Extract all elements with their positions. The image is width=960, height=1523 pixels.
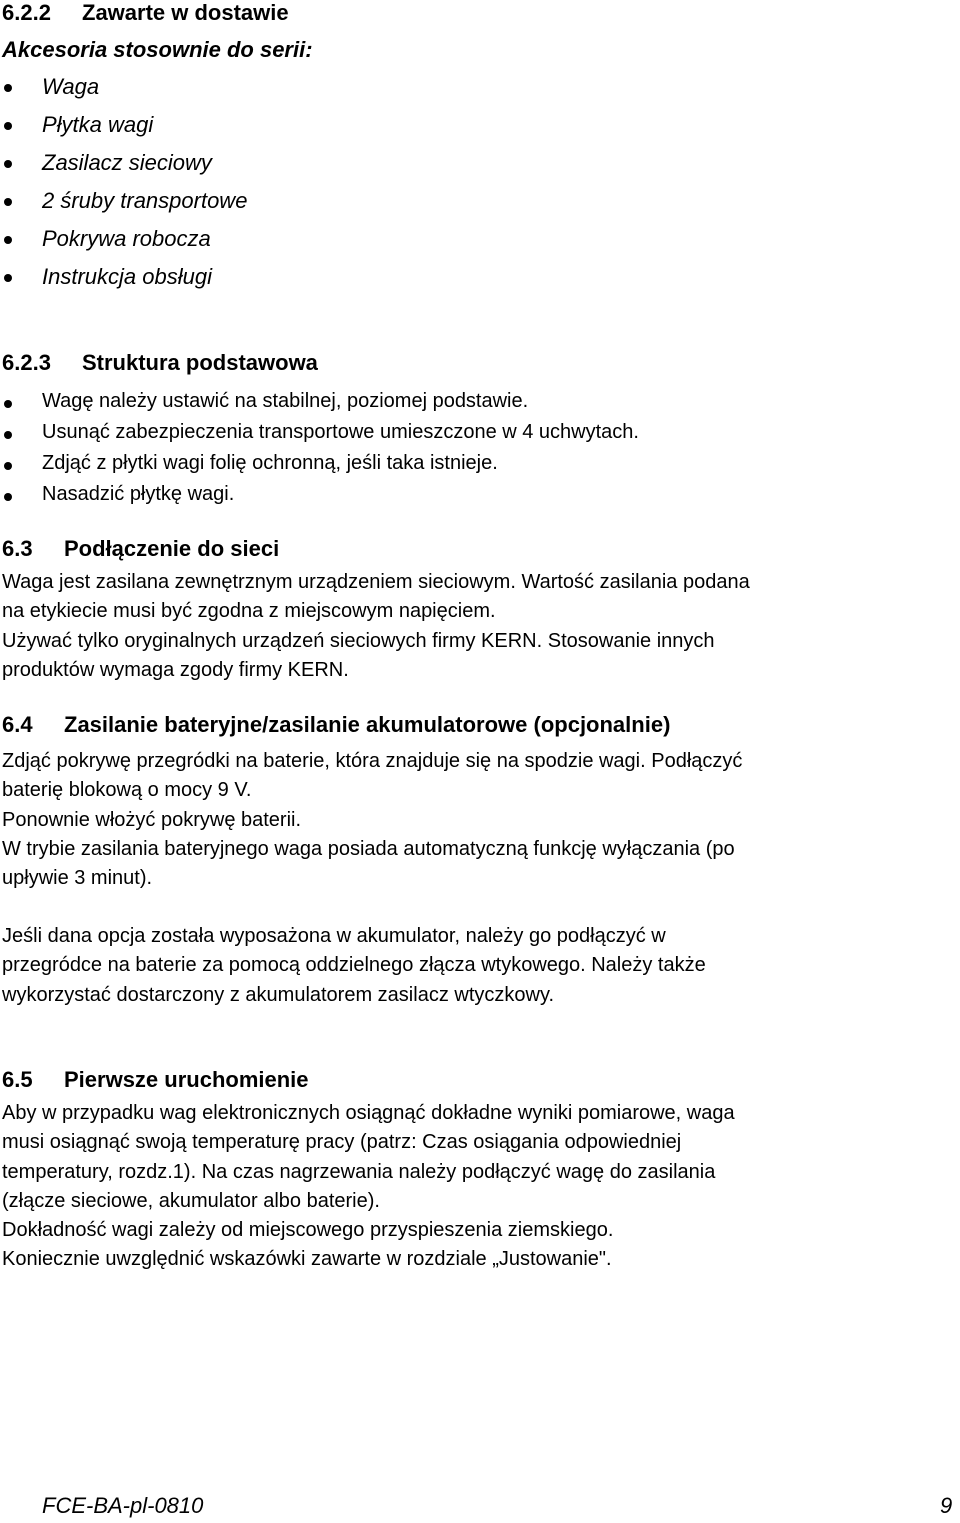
section-64-body (2, 747, 960, 893)
text-line: Waga jest zasilana zewnętrznym urządzeniem sieciowym. Wartość zasilania podana (2, 571, 750, 593)
bullet-icon (4, 493, 12, 501)
list-item: Zasilacz sieciowy (42, 150, 212, 175)
text-line: temperatury, rozdz.1). Na czas nagrzewania należy podłączyć wagę do zasilania (2, 1160, 716, 1183)
text-line: Aby w przypadku wag elektronicznych osiągnąć dokładne wyniki pomiarowe, waga (2, 1102, 735, 1124)
section-title: Pierwsze uruchomienie (64, 1067, 309, 1092)
section-63-heading (2, 536, 279, 562)
text-line: wykorzystać dostarczony z akumulatorem zasilacz wtyczkowy. (2, 983, 555, 1006)
list-item: 2 śruby transportowe (42, 188, 248, 213)
section-number: 6.4 (2, 712, 33, 737)
section-number: 6.2.2 (2, 0, 51, 25)
bullet-icon (4, 462, 12, 470)
list-item: Nasadzić płytkę wagi. (42, 483, 235, 505)
bullet-icon (4, 198, 12, 206)
text-line: produktów wymaga zgody firmy KERN. (2, 658, 349, 681)
bullet-icon (4, 400, 12, 408)
bullet-icon (4, 236, 12, 244)
list-item: Instrukcja obsługi (42, 264, 212, 289)
section-622-subtitle: Akcesoria stosownie do serii: (2, 37, 313, 62)
footer-page-number: 9 (940, 1493, 953, 1518)
section-64-heading (2, 712, 670, 738)
section-65-heading (2, 1067, 309, 1093)
list-item: Usunąć zabezpieczenia transportowe umieszczone w 4 uchwytach. (42, 421, 639, 443)
text-line: upływie 3 minut). (2, 867, 153, 890)
text-line: Jeśli dana opcja została wyposażona w akumulator, należy go podłączyć w (2, 925, 666, 947)
text-line: W trybie zasilania bateryjnego waga posiada automatyczną funkcję wyłączania (po (2, 837, 735, 860)
footer-doc-code: FCE-BA-pl-0810 (42, 1493, 204, 1518)
bullet-icon (4, 84, 12, 92)
text-line: na etykiecie musi być zgodna z miejscowym napięciem. (2, 600, 496, 623)
text-line: Koniecznie uwzględnić wskazówki zawarte w rozdziale „Justowanie". (2, 1248, 612, 1271)
section-title: Struktura podstawowa (82, 350, 318, 375)
text-line: (złącze sieciowe, akumulator albo baterie). (2, 1189, 380, 1212)
list-item: Waga (42, 74, 100, 99)
section-number: 6.3 (2, 536, 33, 561)
text-line: Używać tylko oryginalnych urządzeń sieciowych firmy KERN. Stosowanie innych (2, 629, 715, 652)
text-line: Zdjąć pokrywę przegródki na baterie, która znajduje się na spodzie wagi. Podłączyć (2, 750, 743, 772)
section-65-body (2, 1099, 960, 1275)
section-623-heading (2, 350, 318, 376)
text-line: musi osiągnąć swoją temperaturę pracy (patrz: Czas osiągania odpowiedniej (2, 1131, 682, 1154)
list-item: Zdjąć z płytki wagi folię ochronną, jeśli taka istnieje. (42, 452, 498, 474)
section-title: Zasilanie bateryjne/zasilanie akumulatorowe (opcjonalnie) (64, 712, 671, 737)
list-item: Pokrywa robocza (42, 226, 211, 251)
section-number: 6.2.3 (2, 350, 51, 375)
list-item: Wagę należy ustawić na stabilnej, poziomej podstawie. (42, 390, 529, 412)
section-title: Podłączenie do sieci (64, 536, 280, 561)
section-title: Zawarte w dostawie (82, 0, 289, 25)
section-number: 6.5 (2, 1067, 33, 1092)
section-64-body-2 (2, 922, 960, 1010)
list-item: Płytka wagi (42, 112, 154, 137)
text-line: Dokładność wagi zależy od miejscowego przyspieszenia ziemskiego. (2, 1219, 614, 1242)
text-line: przegródce na baterie za pomocą oddzielnego złącza wtykowego. Należy także (2, 954, 706, 977)
text-line: Ponownie włożyć pokrywę baterii. (2, 808, 302, 831)
text-line: baterię blokową o mocy 9 V. (2, 779, 252, 802)
bullet-icon (4, 431, 12, 439)
bullet-icon (4, 122, 12, 130)
section-622-heading (2, 0, 289, 26)
bullet-icon (4, 274, 12, 282)
bullet-icon (4, 160, 12, 168)
section-63-body (2, 568, 960, 685)
